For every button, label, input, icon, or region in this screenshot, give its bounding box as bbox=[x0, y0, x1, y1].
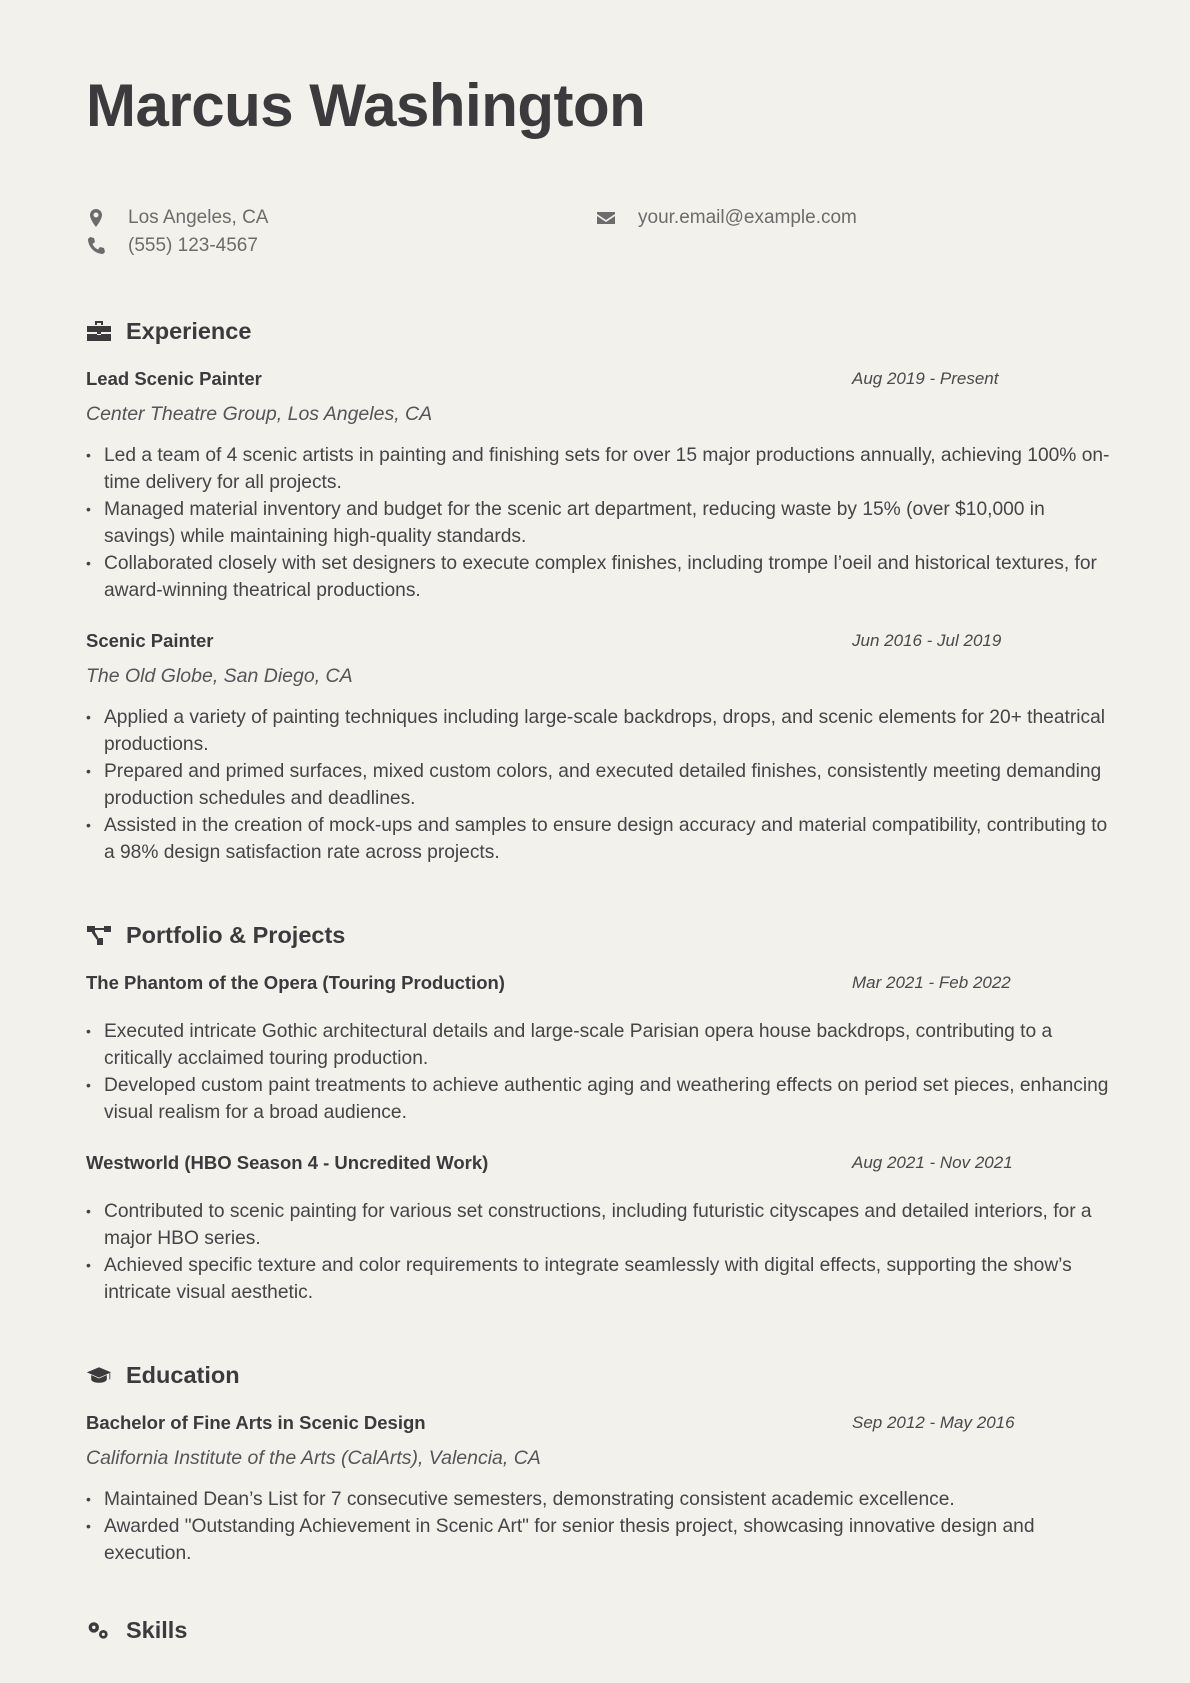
section-title: Education bbox=[126, 1361, 240, 1388]
phone-icon bbox=[86, 236, 106, 256]
section-title: Experience bbox=[126, 317, 252, 344]
bullet: • Managed material inventory and budget for the scenic art department, reducing waste by 15% (over $10,000 in savings) while maintaining high-quality standards. bbox=[86, 496, 1110, 550]
bullet: • Applied a variety of painting techniques including large-scale backdrops, drops, and scenic elements for 20+ theatrical productions. bbox=[86, 704, 1110, 758]
project-title: The Phantom of the Opera (Touring Production) bbox=[86, 972, 505, 993]
job-title: Scenic Painter bbox=[86, 630, 214, 651]
bullet: • Executed intricate Gothic architectural details and large-scale Parisian opera house backdrops, contributing to a critically acclaimed touring production. bbox=[86, 1018, 1110, 1072]
company: The Old Globe, San Diego, CA bbox=[86, 665, 353, 687]
degree-title: Bachelor of Fine Arts in Scenic Design bbox=[86, 1412, 426, 1433]
section-heading-portfolio bbox=[86, 920, 1110, 950]
bullet: • Awarded "Outstanding Achievement in Scenic Art" for senior thesis project, showcasing innovative design and execution. bbox=[86, 1513, 1110, 1567]
project-dates: Mar 2021 - Feb 2022 bbox=[852, 973, 1011, 992]
section-heading-skills bbox=[86, 1615, 1110, 1645]
job-title: Lead Scenic Painter bbox=[86, 368, 262, 389]
project-entry bbox=[86, 1150, 1110, 1306]
contact-info bbox=[86, 206, 1110, 258]
section-heading-experience bbox=[86, 316, 1110, 346]
graduation-cap-icon bbox=[86, 1363, 112, 1387]
project-dates: Aug 2021 - Nov 2021 bbox=[852, 1153, 1013, 1172]
section-title: Skills bbox=[126, 1616, 188, 1643]
company: Center Theatre Group, Los Angeles, CA bbox=[86, 403, 433, 425]
bullet: • Assisted in the creation of mock-ups and samples to ensure design accuracy and material compatibility, contributing to a 98% design satisfaction rate across projects. bbox=[86, 812, 1110, 866]
bullet: • Maintained Dean’s List for 7 consecutive semesters, demonstrating consistent academic excellence. bbox=[86, 1486, 1110, 1513]
bullet: • Contributed to scenic painting for various set constructions, including futuristic cityscapes and detailed interiors, for a major HBO series. bbox=[86, 1198, 1110, 1252]
cogs-icon bbox=[86, 1618, 112, 1642]
email-link[interactable]: your.email@example.com bbox=[638, 207, 857, 228]
bullet: • Developed custom paint treatments to achieve authentic aging and weathering effects on period set pieces, enhancing visual realism for a broad audience. bbox=[86, 1072, 1110, 1126]
education-entry bbox=[86, 1410, 1110, 1567]
contact-email[interactable] bbox=[596, 206, 1110, 230]
bullet: • Led a team of 4 scenic artists in painting and finishing sets for over 15 major productions annually, achieving 100% on-time delivery for all projects. bbox=[86, 442, 1110, 496]
location-text: Los Angeles, CA bbox=[128, 207, 269, 228]
section-title: Portfolio & Projects bbox=[126, 921, 346, 948]
map-marker-icon bbox=[86, 208, 106, 228]
education-dates: Sep 2012 - May 2016 bbox=[852, 1413, 1015, 1432]
candidate-name: Marcus Washington bbox=[86, 72, 646, 139]
briefcase-icon bbox=[86, 319, 112, 343]
experience-entry bbox=[86, 628, 1110, 866]
contact-phone bbox=[86, 234, 596, 258]
bullet: • Prepared and primed surfaces, mixed custom colors, and executed detailed finishes, consistently meeting demanding production schedules and deadlines. bbox=[86, 758, 1110, 812]
project-title: Westworld (HBO Season 4 - Uncredited Work) bbox=[86, 1152, 489, 1173]
experience-entry bbox=[86, 366, 1110, 604]
section-heading-education bbox=[86, 1360, 1110, 1390]
institution: California Institute of the Arts (CalArts), Valencia, CA bbox=[86, 1447, 541, 1469]
project-diagram-icon bbox=[86, 923, 112, 947]
phone-text: (555) 123-4567 bbox=[128, 235, 258, 256]
job-dates: Jun 2016 - Jul 2019 bbox=[852, 631, 1002, 650]
contact-location bbox=[86, 206, 596, 230]
envelope-icon bbox=[596, 208, 616, 228]
bullet: • Achieved specific texture and color requirements to integrate seamlessly with digital effects, supporting the show’s intricate visual aesthetic. bbox=[86, 1252, 1110, 1306]
job-dates: Aug 2019 - Present bbox=[852, 369, 999, 388]
bullet: • Collaborated closely with set designers to execute complex finishes, including trompe l’oeil and historical textures, for award-winning theatrical productions. bbox=[86, 550, 1110, 604]
project-entry bbox=[86, 970, 1110, 1126]
